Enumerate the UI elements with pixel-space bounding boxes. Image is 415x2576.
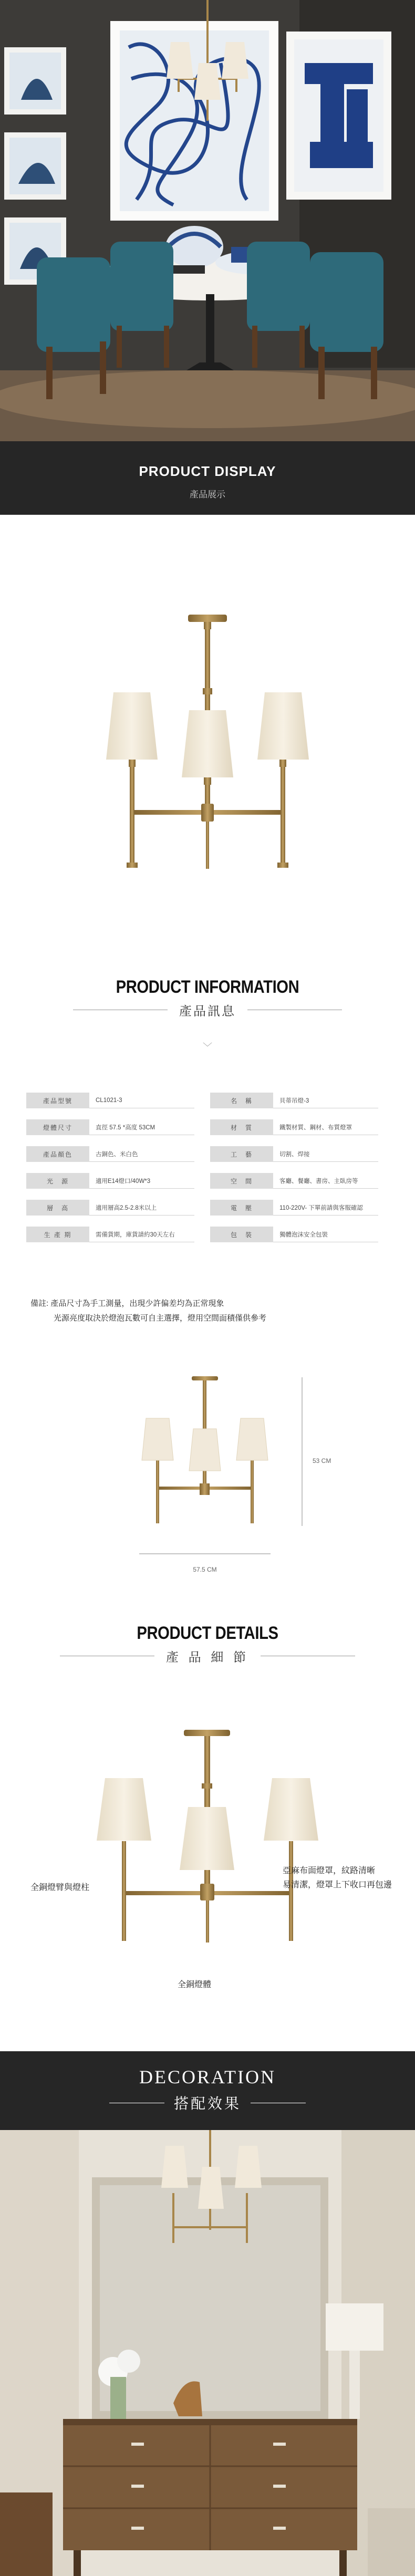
spec-value: 古銅色、米白色 xyxy=(89,1146,194,1162)
chevron-down-icon: ﹀ xyxy=(203,1042,212,1053)
decoration-title: DECORATION xyxy=(139,2066,276,2087)
spec-label: 工 藝 xyxy=(210,1146,273,1162)
spec-label: 層 高 xyxy=(26,1200,89,1216)
spec-value: 切割、焊接 xyxy=(273,1146,378,1162)
spec-label: 包 裝 xyxy=(210,1227,273,1242)
decoration-band xyxy=(0,2051,415,2130)
product-display-title: PRODUCT DISPLAY xyxy=(139,463,276,479)
callout-arm-and-stem: 全銅燈臂與燈柱 xyxy=(30,1883,90,1892)
details-figure xyxy=(0,1707,415,2012)
spec-label: 名 稱 xyxy=(210,1093,273,1108)
spec-label: 燈體尺寸 xyxy=(26,1119,89,1135)
spec-label: 光 源 xyxy=(26,1173,89,1189)
chandelier-product-photo xyxy=(0,515,415,977)
spec-label: 電 壓 xyxy=(210,1200,273,1216)
spec-value: CL1021-3 xyxy=(89,1093,194,1108)
product-details-heading xyxy=(0,1623,415,1665)
spec-label: 材 質 xyxy=(210,1119,273,1135)
notes xyxy=(30,1296,398,1326)
width-dimension-label: 57.5 CM xyxy=(193,1566,217,1573)
spec-row xyxy=(26,1093,389,1108)
spec-row xyxy=(26,1146,389,1162)
spec-label: 空 間 xyxy=(210,1173,273,1189)
spec-value: 貝蒂吊燈-3 xyxy=(273,1093,378,1108)
product-information-title: PRODUCT INFORMATION xyxy=(116,977,299,997)
product-information-subtitle: 產品訊息 xyxy=(179,1004,236,1019)
height-dimension-label: 53 CM xyxy=(313,1457,331,1464)
product-details-title: PRODUCT DETAILS xyxy=(137,1623,278,1643)
spec-row xyxy=(26,1119,389,1135)
spec-value: 客廳、餐廳、書房、主臥房等 xyxy=(273,1173,378,1189)
spec-row xyxy=(26,1173,389,1189)
spec-value: 適用層高2.5-2.8米以上 xyxy=(89,1200,194,1216)
spec-label: 產品型號 xyxy=(26,1093,89,1108)
spec-row xyxy=(26,1200,389,1216)
spec-label: 生 產 期 xyxy=(26,1227,89,1242)
decoration-subtitle: 搭配效果 xyxy=(173,2095,241,2112)
spec-value: 直徑 57.5 *高度 53CM xyxy=(89,1119,194,1135)
callout-copper-body: 全銅燈體 xyxy=(178,1980,212,1989)
spec-label: 產品顏色 xyxy=(26,1146,89,1162)
spec-row xyxy=(26,1227,389,1242)
note-line: 備註: 產品尺寸為手工測量，出現少許偏差均為正常現象 xyxy=(30,1299,224,1308)
product-display-band xyxy=(0,441,415,515)
product-details-subtitle: 產 品 細 節 xyxy=(165,1650,249,1665)
product-information-heading xyxy=(0,977,415,1054)
note-line: 光源亮度取決於燈泡瓦數可自主選擇，燈用空間面積僅供參考 xyxy=(54,1314,267,1323)
spec-value: 鐵製材質、鋼材、布質燈罩 xyxy=(273,1119,378,1135)
callout-shade-line-1: 亞麻布面燈罩，紋路清晰 xyxy=(283,1866,376,1875)
spec-value: 獨體泡沫安全包裝 xyxy=(273,1227,378,1242)
hero-dining-room-photo xyxy=(0,0,415,441)
spec-value: 110-220V- 下單前請與客服確認 xyxy=(273,1200,378,1216)
spec-table xyxy=(26,1093,389,1253)
product-display-subtitle: 產品展示 xyxy=(190,490,225,500)
callout-shade-line-2: 易清潔，燈罩上下收口再包邊 xyxy=(283,1881,392,1889)
spec-value: 需備貨期，庫貨請約30天左右 xyxy=(89,1227,194,1242)
spec-value: 適用E14燈口/40W*3 xyxy=(89,1173,194,1189)
dimension-drawing xyxy=(0,1355,415,1586)
decoration-room-photo xyxy=(0,2130,415,2576)
